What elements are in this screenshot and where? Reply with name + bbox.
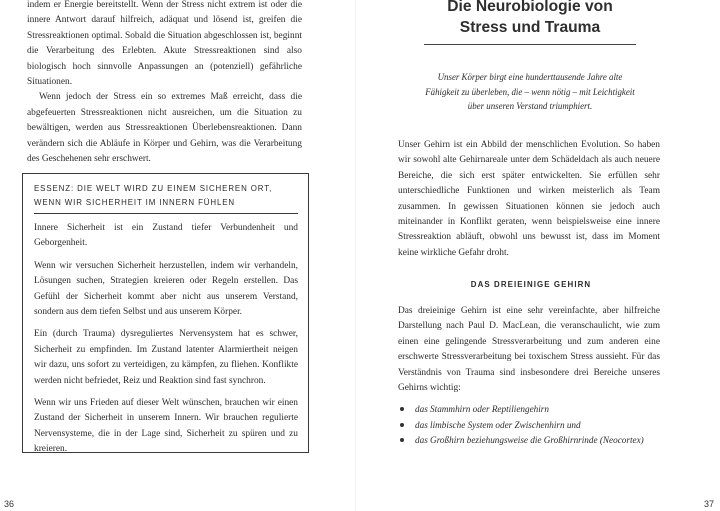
list-item: [398, 418, 668, 434]
epigraph-line-3: über unseren Verstand triumphiert.: [467, 101, 593, 111]
essenz-title: [34, 182, 298, 210]
epigraph-line-1: Unser Körper birgt eine hunderttausende Jahre alte: [437, 72, 623, 82]
right-page: [360, 0, 720, 511]
essenz-box: [22, 173, 309, 453]
brain-areas-list: [398, 402, 668, 449]
bullet-icon: [400, 423, 404, 427]
epigraph-line-2: Fähigkeit zu überleben, die – wenn nötig – mit Leichtigkeit: [425, 86, 635, 97]
essenz-paragraph-1: Innere Sicherheit ist ein Zustand tiefer Verbundenheit und Geborgenheit.: [34, 223, 298, 249]
section-heading: DAS DREIEINIGE GEHIRN: [470, 280, 592, 289]
book-gutter: [355, 0, 356, 511]
chapter-title: [400, 0, 660, 38]
right-paragraph-2: Das dreieinige Gehirn ist eine sehr vereinfachte, aber hilfreiche Darstellung nach Paul D. MacLean, die veranschaulicht, wie zum einen eine gelingende Stressverarbeitung und zum anderen eine erschwerte Stressverarbeitung bei toxischem Stress aussieht. Für das Verständnis von Trauma sind insbesondere drei Bereiche unseres Gehirns wichtig:: [398, 306, 660, 394]
epigraph: [400, 70, 660, 114]
list-item-text: das limbische System oder Zwischenhirn und: [415, 419, 581, 430]
essenz-title-line-2: WENN WIR SICHERHEIT IM INNERN FÜHLEN: [34, 198, 236, 207]
bullet-icon: [400, 407, 404, 411]
right-body-text-2: [398, 304, 660, 396]
essenz-divider: [34, 213, 298, 214]
right-body-text-1: [398, 138, 660, 261]
list-item: [398, 402, 668, 418]
essenz-paragraph-3: Ein (durch Trauma) dysreguliertes Nervensystem hat es schwer, Sicherheit zu empfinden. Im Zustand latenter Alarmiertheit neigen wir dazu, uns sofort zu verteidigen, zu kämpfen, zu fliehen. Konflikte werden nicht befriedet, Reiz und Reaktion sind fast synchron.: [34, 329, 298, 386]
chapter-title-line-2: Stress und Trauma: [459, 19, 601, 36]
page-number-left: 36: [4, 499, 15, 509]
left-page: [0, 0, 350, 511]
list-item-text: das Stammhirn oder Reptiliengehirn: [415, 404, 549, 414]
chapter-title-line-1: Die Neurobiologie von: [447, 0, 613, 15]
left-paragraph-2: Wenn jedoch der Stress ein so extremes Maß erreicht, dass die abgefeuerten Stressreaktionen nicht ausreichen, um die Situation zu bewältigen, werden aus Stressreaktionen Überlebensreaktionen. Dann verändern sich die Abläufe in Körper und Gehirn, was die Verarbeitung des Geschehenen sehr erschwert.: [27, 92, 302, 165]
title-underline: [424, 44, 636, 45]
essenz-paragraph-2: Wenn wir versuchen Sicherheit herzustellen, indem wir verhandeln, Lösungen suchen, Strategien kreieren oder Regeln erstellen. Das Gefühl der Sicherheit kommt aber nicht aus unserem Verstand, sondern aus dem tiefen Selbst und aus unserem Körper.: [34, 260, 298, 318]
page-number-right: 37: [703, 499, 714, 509]
bullet-icon: [400, 438, 404, 442]
left-paragraph-1: indem er Energie bereitstellt. Wenn der Stress nicht extrem ist oder die innere Antwort darauf hilfreich, adäquat und lösend ist, greifen die Stressreaktionen optimal. Sobald die Situation abgeschlossen ist, beginnt die Verarbeitung des Erlebten. Akute Stressreaktionen sind also biologisch hoch sinnvolle Anpassungen an (potenziell) gefährliche Situationen.: [27, 0, 302, 88]
right-paragraph-1: Unser Gehirn ist ein Abbild der menschlichen Evolution. So haben wir sowohl alte Gehirnareale unter dem Schädeldach als auch neuere Bereiche, die sich erst später entwickelten. Sie erfüllen sehr unterschiedliche Funktionen und wirken meisterlich als Team zusammen. In gewissen Situationen können sie jedoch auch miteinander in Konflikt geraten, wenn beispielsweise eine innere Stressreaktion abläuft, obwohl uns bewusst ist, dass im Moment keine wirkliche Gefahr droht.: [398, 140, 660, 258]
essenz-paragraph-4: Wenn wir uns Frieden auf dieser Welt wünschen, brauchen wir einen Zustand der Sicherheit in unserem Innern. Wir brauchen regulierte Nervensysteme, die in der Lage sind, Sicherheit zu spüren und zu kreieren.: [34, 398, 298, 455]
list-item-text: das Großhirn beziehungsweise die Großhirnrinde (Neocortex): [415, 435, 644, 446]
left-body-text: [27, 0, 302, 167]
essenz-title-line-1: ESSENZ: DIE WELT WIRD ZU EINEM SICHEREN ORT,: [34, 184, 273, 193]
list-item: [398, 433, 668, 449]
